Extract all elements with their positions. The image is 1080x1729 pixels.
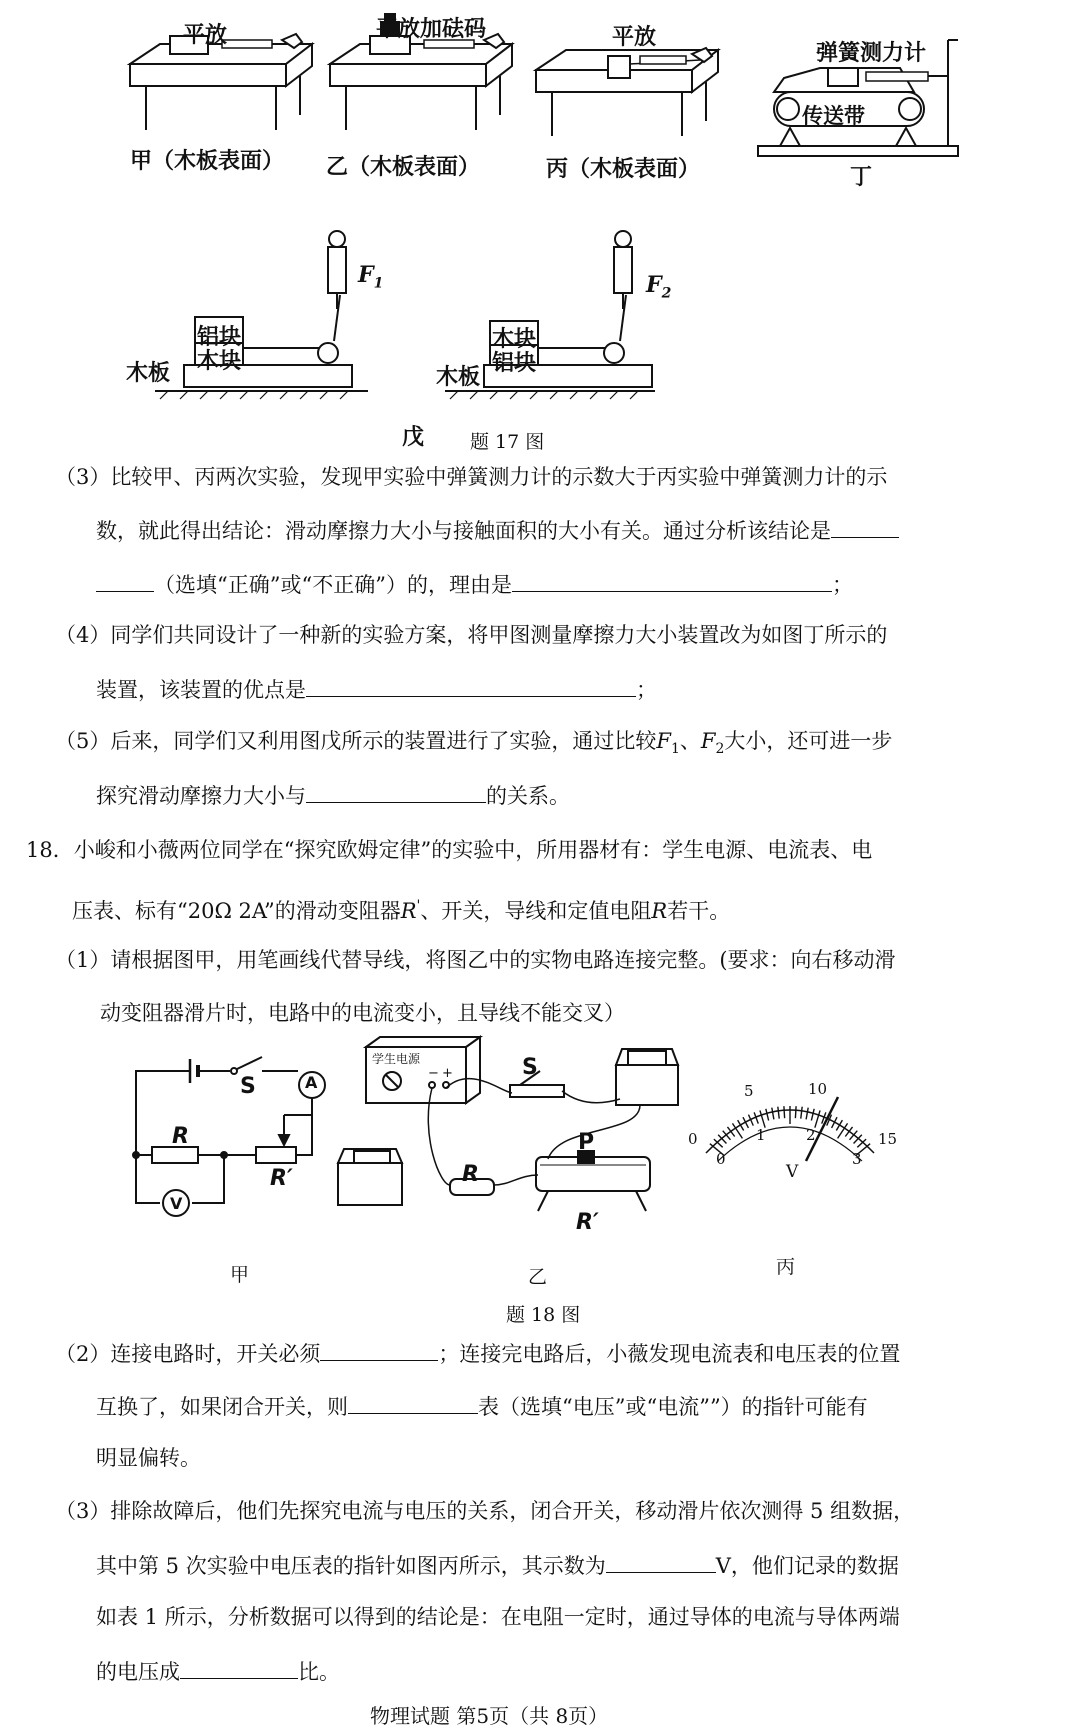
wu-right-force-label: $F_2$ bbox=[646, 272, 672, 302]
fig17-bing-bottom-label: 丙（木板表面） bbox=[546, 157, 701, 182]
dial-outer-15: 15 bbox=[878, 1130, 898, 1148]
q18-intro-line1: 18．小峻和小薇两位同学在“探究欧姆定律”的实验中，所用器材有：学生电源、电流表、电 bbox=[26, 838, 873, 862]
q18-p3-line4: 的电压成 比。 bbox=[96, 1660, 340, 1684]
wu-right-top-block: 木块 bbox=[492, 327, 537, 352]
fig18-jia-a: A bbox=[305, 1073, 318, 1092]
dial-inner-0: 0 bbox=[716, 1150, 726, 1168]
fig18-jia-s: S bbox=[240, 1074, 256, 1099]
fig17-yi-bottom-label: 乙（木板表面） bbox=[326, 155, 481, 180]
dial-outer-10: 10 bbox=[808, 1080, 828, 1098]
wu-left-force-label: $F_1$ bbox=[358, 262, 384, 292]
fig18-jia-schematic bbox=[133, 1057, 325, 1216]
answer-blank-conclusion-cont[interactable] bbox=[96, 571, 154, 592]
dial-outer-5: 5 bbox=[744, 1082, 754, 1100]
dial-tick bbox=[806, 1108, 808, 1120]
answer-blank-relation[interactable] bbox=[306, 782, 486, 803]
dial-inner-2: 2 bbox=[806, 1126, 816, 1144]
dial-tick bbox=[801, 1107, 802, 1119]
fig17-ding-bottom-label: 丁 bbox=[850, 165, 873, 190]
fig17-panel-bing bbox=[536, 48, 718, 136]
fig17-bing-top-label: 平放 bbox=[612, 25, 657, 50]
dial-tick bbox=[766, 1109, 769, 1121]
fig18-yi-plus: + bbox=[442, 1066, 453, 1081]
dial-tick bbox=[811, 1109, 814, 1121]
fig18-yi-minus: − bbox=[428, 1066, 439, 1081]
q17-p3-line3: （选填“正确”或“不正确”）的，理由是 ； bbox=[96, 571, 853, 597]
answer-blank-proportion[interactable] bbox=[180, 1658, 298, 1679]
dial-unit: V bbox=[786, 1162, 799, 1182]
fig18-bing-label: 丙 bbox=[776, 1256, 796, 1278]
fig18-jia-r: R bbox=[172, 1124, 189, 1149]
answer-blank-meter[interactable] bbox=[348, 1393, 478, 1414]
q17-p3-line1: （3）比较甲、丙两次实验，发现甲实验中弹簧测力计的示数大于丙实验中弹簧测力计的示 bbox=[55, 465, 888, 489]
q17-p5-line2: 探究滑动摩擦力大小与 的关系。 bbox=[96, 784, 570, 808]
answer-blank-conclusion[interactable] bbox=[831, 517, 899, 538]
dial-tick bbox=[772, 1108, 774, 1120]
fig18-yi-r: R bbox=[462, 1162, 479, 1187]
fig18-diagram bbox=[0, 1035, 1080, 1255]
wu-right-board-label: 木板 bbox=[436, 365, 481, 390]
q18-p1-line1: （1）请根据图甲，用笔画线代替导线，将图乙中的实物电路连接完整。(要求：向右移动滑 bbox=[55, 948, 896, 972]
fig18-jia-rp: R′ bbox=[270, 1166, 293, 1191]
wu-left-bottom-block: 木块 bbox=[197, 349, 242, 374]
answer-blank-switch[interactable] bbox=[320, 1340, 438, 1361]
answer-blank-advantage[interactable] bbox=[306, 676, 636, 697]
wu-left-top-block: 铝块 bbox=[197, 325, 242, 350]
fig18-yi-supply-label: 学生电源 bbox=[372, 1052, 421, 1066]
dial-tick bbox=[784, 1106, 785, 1118]
fig17-yi-top-label: 平放加砝码 bbox=[376, 17, 487, 42]
dial-tick bbox=[845, 1127, 852, 1137]
fig18-yi-s: S bbox=[522, 1055, 538, 1080]
q17-p5-line1: （5）后来，同学们又利用图戊所示的装置进行了实验，通过比较$F_1$、$F_2$大小，还可进一步 bbox=[55, 729, 893, 758]
wu-label: 戊 bbox=[402, 425, 425, 450]
dial-outer-0: 0 bbox=[688, 1130, 698, 1148]
q18-p3-line3: 如表 1 所示，分析数据可以得到的结论是：在电阻一定时，通过导体的电流与导体两端 bbox=[96, 1605, 900, 1629]
q18-intro-line2: 压表、标有“20Ω 2A”的滑动变阻器R'、开关，导线和定值电阻R若干。 bbox=[72, 898, 731, 923]
answer-blank-reason[interactable] bbox=[512, 571, 832, 592]
dial-tick bbox=[795, 1106, 796, 1118]
fig18-yi-p: P bbox=[578, 1130, 595, 1155]
fig18-jia-v: V bbox=[170, 1194, 183, 1213]
dial-tick bbox=[815, 1110, 820, 1127]
q18-p3-line1: （3）排除故障后，他们先探究电流与电压的关系，闭合开关，移动滑片依次测得 5 组数据， bbox=[55, 1499, 915, 1523]
dial-inner-3: 3 bbox=[852, 1150, 862, 1168]
fig18-yi-label: 乙 bbox=[528, 1266, 548, 1288]
fig17-ding-belt-label: 传送带 bbox=[802, 104, 865, 128]
answer-blank-voltage[interactable] bbox=[606, 1552, 716, 1573]
q17-p3-line2: 数，就此得出结论：滑动摩擦力大小与接触面积的大小有关。通过分析该结论是 bbox=[96, 517, 899, 543]
page-footer: 物理试题 第5页（共 8页） bbox=[370, 1704, 609, 1728]
q17-p4-line1: （4）同学们共同设计了一种新的实验方案，将甲图测量摩擦力大小装置改为如图丁所示的 bbox=[55, 623, 888, 647]
q18-p1-line2: 动变阻器滑片时，电路中的电流变小，且导线不能交叉） bbox=[100, 1001, 625, 1025]
q18-p2-line3: 明显偏转。 bbox=[96, 1446, 201, 1470]
fig17-ding-top-label: 弹簧测力计 bbox=[816, 41, 927, 66]
wu-left-board-label: 木板 bbox=[126, 361, 171, 386]
fig17-jia-bottom-label: 甲（木板表面） bbox=[130, 149, 285, 174]
dial-tick bbox=[727, 1127, 734, 1137]
q18-p2-line1: （2）连接电路时，开关必须 ；连接完电路后，小薇发现电流表和电压表的位置 bbox=[55, 1342, 901, 1366]
q17-p4-line2: 装置，该装置的优点是 ； bbox=[96, 678, 657, 702]
q18-p2-line2: 互换了，如果闭合开关，则 表（选填“电压”或“电流””）的指针可能有 bbox=[96, 1395, 868, 1419]
q18-p3-line2: 其中第 5 次实验中电压表的指针如图丙所示，其示数为 V，他们记录的数据 bbox=[96, 1554, 899, 1578]
wu-right-bottom-block: 铝块 bbox=[492, 351, 537, 376]
fig17-jia-top-label: 平放 bbox=[183, 23, 228, 48]
fig17-caption: 题 17 图 bbox=[470, 431, 545, 453]
dial-tick bbox=[778, 1107, 779, 1119]
fig18-caption: 题 18 图 bbox=[506, 1304, 581, 1326]
dial-inner-1: 1 bbox=[756, 1126, 766, 1144]
fig18-jia-label: 甲 bbox=[230, 1264, 250, 1286]
fig18-yi-rp: R′ bbox=[576, 1210, 599, 1235]
